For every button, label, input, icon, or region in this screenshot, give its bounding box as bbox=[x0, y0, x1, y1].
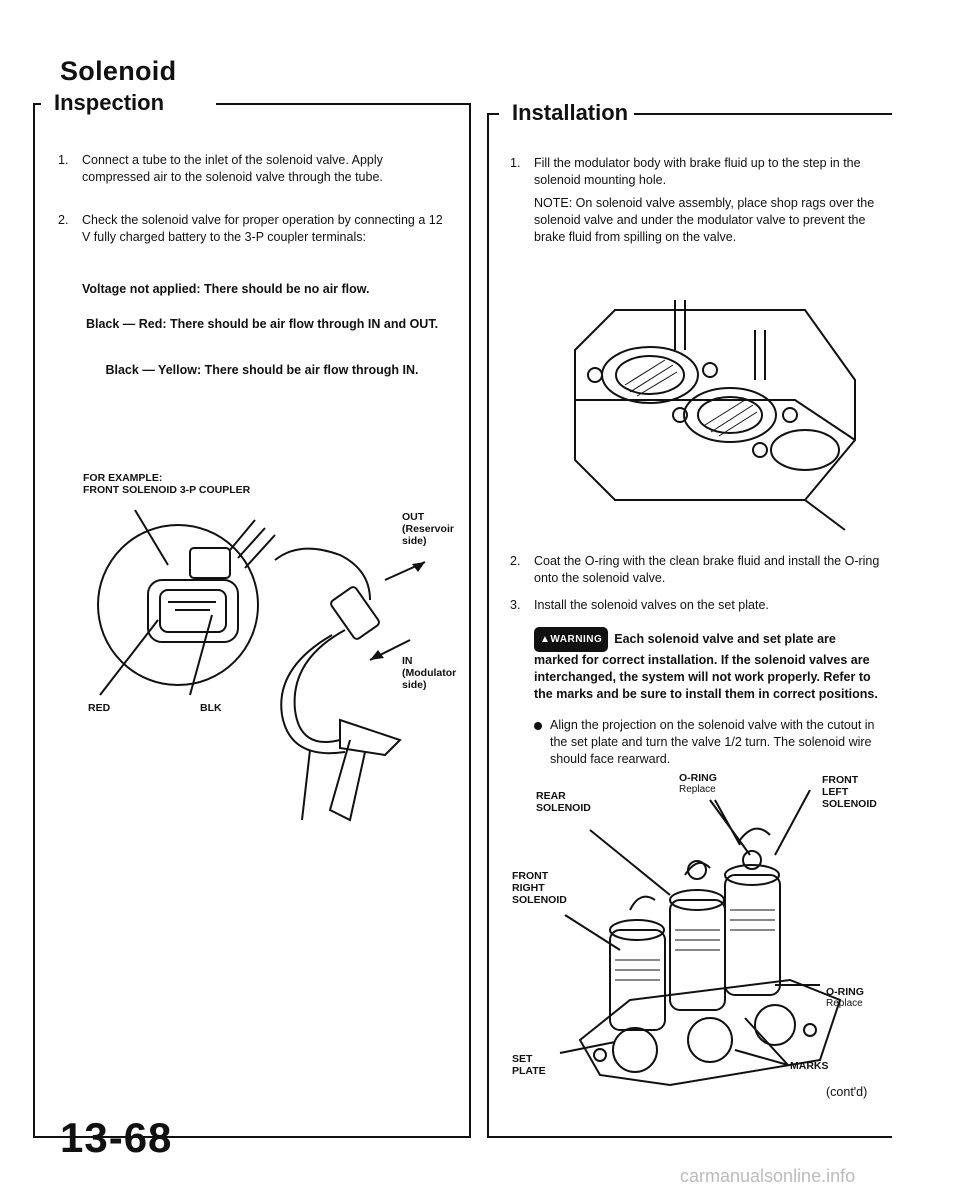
warning-block bbox=[534, 627, 878, 703]
inspection-top-rule-right bbox=[216, 103, 469, 105]
front-left-solenoid-label: FRONT LEFT SOLENOID bbox=[822, 774, 877, 810]
installation-bottom-rule bbox=[487, 1136, 892, 1138]
rear-solenoid-label: REAR SOLENOID bbox=[536, 790, 591, 814]
condition-black-yellow: Black — Yellow: There should be air flow through IN. bbox=[105, 363, 419, 377]
inspection-step-1 bbox=[58, 152, 450, 186]
warning-badge: ▲WARNING bbox=[534, 627, 608, 652]
oring-right-sub-label: Replace bbox=[826, 998, 863, 1009]
step-number: 1. bbox=[510, 156, 521, 170]
installation-step-1 bbox=[510, 155, 890, 189]
inspection-step-2 bbox=[58, 212, 450, 246]
solenoid-valves-illustration bbox=[560, 800, 880, 1100]
installation-heading: Installation bbox=[506, 100, 634, 126]
bullet-dot-icon bbox=[534, 722, 542, 730]
set-plate-label: SET PLATE bbox=[512, 1053, 546, 1077]
bullet-item bbox=[534, 717, 880, 768]
red-wire-label: RED bbox=[88, 702, 111, 714]
step-number: 2. bbox=[58, 213, 69, 227]
marks-label: MARKS bbox=[790, 1060, 829, 1072]
figure-caption-1: FOR EXAMPLE: bbox=[83, 472, 163, 484]
step-number: 1. bbox=[58, 153, 69, 167]
in-sub-label: (Modulator side) bbox=[402, 667, 457, 691]
installation-top-rule-right bbox=[630, 113, 892, 115]
bullet-text: Align the projection on the solenoid valve with the cutout in the set plate and turn the valve 1/2 turn. The solenoid wire should face rearward. bbox=[550, 718, 875, 766]
oring-top-label: O-RING bbox=[679, 772, 717, 784]
step-text: Fill the modulator body with brake fluid up to the step in the solenoid mounting hole. bbox=[534, 156, 861, 187]
warning-text: Each solenoid valve and set plate are marked for correct installation. If the solenoid valves are interchanged, the system will not work properly. Refer to the marks and be sure to install them in correct positions. bbox=[534, 631, 878, 701]
footer-watermark: carmanualsonline.info bbox=[680, 1166, 856, 1186]
in-label: IN bbox=[402, 655, 413, 667]
front-right-solenoid-label: FRONT RIGHT SOLENOID bbox=[512, 870, 567, 906]
step-text: Coat the O-ring with the clean brake fluid and install the O-ring onto the solenoid valve. bbox=[534, 554, 880, 585]
oring-top-sub-label: Replace bbox=[679, 784, 716, 795]
continued-note: (cont'd) bbox=[826, 1085, 868, 1099]
page-number: 13-68 bbox=[60, 1114, 173, 1161]
step-number: 2. bbox=[510, 554, 521, 568]
inspection-heading: Inspection bbox=[48, 90, 170, 116]
condition-no-voltage: Voltage not applied: There should be no air flow. bbox=[82, 282, 370, 296]
installation-note: NOTE: On solenoid valve assembly, place shop rags over the solenoid valve and under the modulator valve to prevent the brake fluid from spilling on the valve. bbox=[534, 196, 875, 244]
step-number: 3. bbox=[510, 598, 521, 612]
installation-step-3 bbox=[510, 597, 890, 614]
step-text: Connect a tube to the inlet of the solenoid valve. Apply compressed air to the solenoid valve through the tube. bbox=[82, 153, 383, 184]
coupler-air-gun-illustration bbox=[40, 490, 460, 850]
oring-right-label: O-RING bbox=[826, 986, 864, 998]
step-text: Install the solenoid valves on the set plate. bbox=[534, 598, 769, 612]
out-sub-label: (Reservoir side) bbox=[402, 523, 454, 547]
step-text: Check the solenoid valve for proper operation by connecting a 12 V fully charged battery to the 3-P coupler terminals: bbox=[82, 213, 443, 244]
page-title: Solenoid bbox=[60, 56, 177, 86]
figure-caption-2: FRONT SOLENOID 3-P COUPLER bbox=[83, 484, 251, 496]
blk-wire-label: BLK bbox=[200, 702, 222, 714]
modulator-body-illustration bbox=[555, 290, 875, 540]
installation-left-rule bbox=[487, 113, 489, 1138]
inspection-top-rule-left bbox=[33, 103, 41, 105]
installation-step-2 bbox=[510, 553, 890, 587]
out-label: OUT bbox=[402, 511, 425, 523]
condition-black-red: Black — Red: There should be air flow through IN and OUT. bbox=[85, 317, 439, 331]
